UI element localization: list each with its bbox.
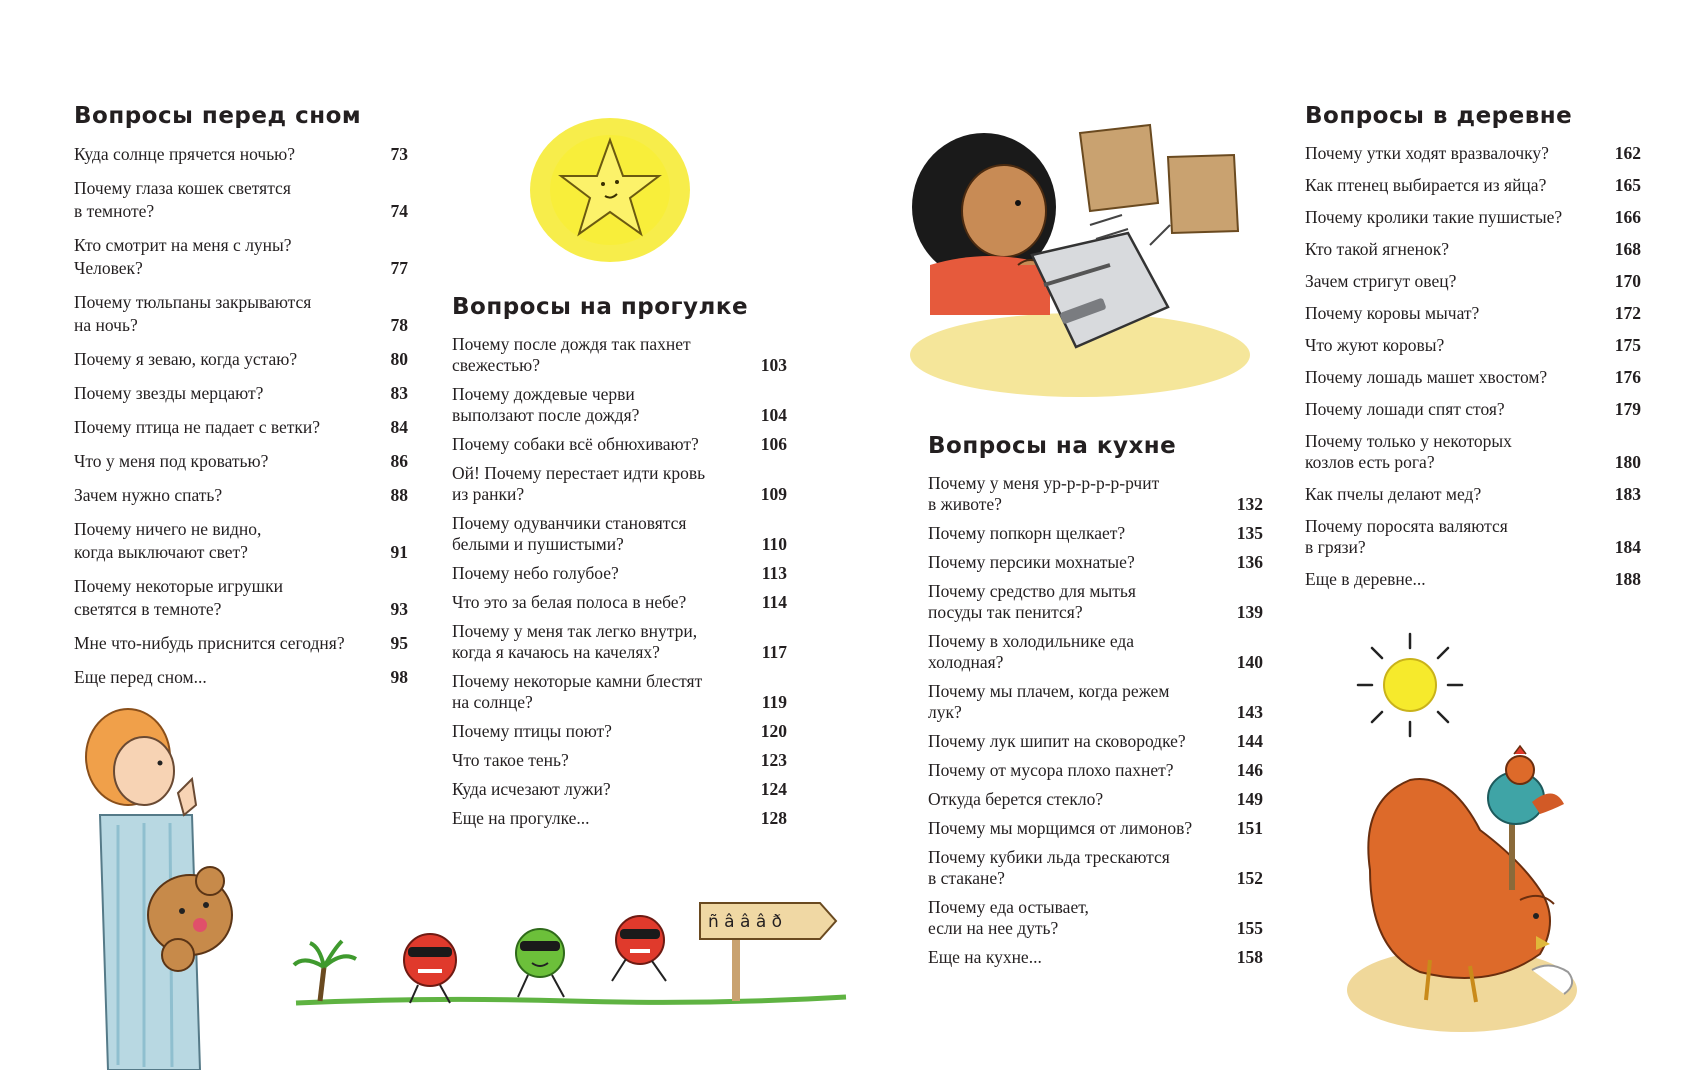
toc-entry[interactable]: [1305, 569, 1641, 590]
toc-entry[interactable]: [1305, 484, 1641, 505]
toc-section-before-sleep: [74, 101, 408, 700]
toc-entry[interactable]: [1305, 335, 1641, 356]
toc-entry[interactable]: [452, 592, 787, 613]
toc-entry-question: Почему некоторые игрушки светятся в темноте?: [74, 576, 283, 619]
toc-entry-question: Почему попкорн щелкает?: [928, 523, 1126, 543]
toc-entry-question: Почему лошади спят стоя?: [1305, 399, 1505, 419]
toc-entry-question: Еще в деревне...: [1305, 569, 1426, 589]
toc-entry-question: Почему я зеваю, когда устаю?: [74, 349, 298, 369]
toc-list-walk: [452, 334, 787, 829]
toc-entry[interactable]: [452, 621, 787, 663]
toc-entry-page-number: 114: [761, 592, 787, 612]
toc-entry-question: Почему от мусора плохо пахнет?: [928, 760, 1174, 780]
toc-entry-question: Кто смотрит на меня с луны? Человек?: [74, 235, 292, 278]
toc-entry-question: Почему птицы поют?: [452, 721, 612, 741]
toc-entry-question: Почему звезды мерцают?: [74, 383, 264, 403]
toc-entry[interactable]: [928, 847, 1263, 889]
toc-entry[interactable]: [452, 434, 787, 455]
toc-entry-page-number: 74: [390, 201, 408, 221]
toc-entry-question: Почему утки ходят вразвалочку?: [1305, 143, 1549, 163]
toc-entry-page-number: 128: [760, 808, 787, 828]
toc-entry[interactable]: [74, 291, 408, 337]
toc-entry-page-number: 172: [1614, 303, 1641, 323]
toc-entry-question: Почему еда остывает, если на нее дуть?: [928, 897, 1089, 938]
toc-entry[interactable]: [452, 384, 787, 426]
toc-entry[interactable]: [928, 681, 1263, 723]
toc-entry-question: Почему в холодильнике еда холодная?: [928, 631, 1135, 672]
toc-entry-question: Почему глаза кошек светятся в темноте?: [74, 178, 291, 221]
toc-entry-page-number: 166: [1614, 207, 1641, 227]
toc-entry[interactable]: [1305, 367, 1641, 388]
toc-entry[interactable]: [1305, 399, 1641, 420]
toc-entry[interactable]: [928, 789, 1263, 810]
toc-entry[interactable]: [1305, 271, 1641, 292]
toc-entry-question: Почему кролики такие пушистые?: [1305, 207, 1563, 227]
toc-entry-question: Еще перед сном...: [74, 667, 207, 687]
toc-entry-page-number: 98: [390, 667, 408, 687]
toc-entry-page-number: 93: [390, 599, 408, 619]
toc-entry-page-number: 78: [390, 315, 408, 335]
toc-entry-page-number: 106: [760, 434, 787, 454]
toc-entry-question: Почему кубики льда трескаются в стакане?: [928, 847, 1170, 888]
toc-entry-page-number: 104: [760, 405, 787, 425]
boy-with-teddy-illustration: [60, 705, 260, 1070]
toc-entry-page-number: 123: [760, 750, 787, 770]
toc-entry-page-number: 83: [390, 383, 408, 403]
toc-entry-page-number: 162: [1614, 143, 1641, 163]
toc-entry-question: Куда исчезают лужи?: [452, 779, 611, 799]
toc-entry-page-number: 119: [761, 692, 787, 712]
toc-entry-page-number: 139: [1236, 602, 1263, 622]
section-title-kitchen: Вопросы на кухне: [928, 433, 1177, 459]
toc-entry-question: Почему только у некоторых козлов есть рога?: [1305, 431, 1512, 472]
toc-entry-question: Почему мы плачем, когда режем лук?: [928, 681, 1170, 722]
toc-entry[interactable]: [74, 484, 408, 507]
toc-entry-page-number: 180: [1614, 452, 1641, 472]
toc-entry-page-number: 155: [1236, 918, 1263, 938]
toc-entry-page-number: 184: [1614, 537, 1641, 557]
toc-entry-question: Откуда берется стекло?: [928, 789, 1104, 809]
toc-entry[interactable]: [928, 760, 1263, 781]
toc-entry-page-number: 103: [760, 355, 787, 375]
toc-entry-page-number: 140: [1236, 652, 1263, 672]
hen-and-rooster-illustration: [1340, 740, 1590, 1040]
toc-entry-page-number: 136: [1236, 552, 1263, 572]
toc-entry-page-number: 168: [1614, 239, 1641, 259]
toc-entry[interactable]: [74, 416, 408, 439]
toc-entry-page-number: 84: [390, 417, 408, 437]
toc-entry[interactable]: [1305, 207, 1641, 228]
toc-entry[interactable]: [74, 518, 408, 564]
toc-entry-page-number: 80: [390, 349, 408, 369]
girl-with-toaster-illustration: [900, 115, 1250, 400]
toc-entry-question: Почему некоторые камни блестят на солнце?: [452, 671, 703, 712]
toc-entry-page-number: 170: [1614, 271, 1641, 291]
toc-entry-question: Почему дождевые черви выползают после дождя?: [452, 384, 640, 425]
toc-section-village: [1305, 101, 1641, 601]
signpost-text: ñ â â â ð: [708, 912, 783, 932]
toc-entry[interactable]: [74, 450, 408, 473]
toc-section-kitchen: [928, 431, 1263, 976]
toc-list-village: [1305, 143, 1641, 590]
toc-entry-page-number: 165: [1614, 175, 1641, 195]
section-title-before-sleep: Вопросы перед сном: [74, 103, 362, 129]
section-title-walk: Вопросы на прогулке: [452, 294, 749, 320]
toc-entry-page-number: 135: [1236, 523, 1263, 543]
toc-entry-question: Почему одуванчики становятся белыми и пушистыми?: [452, 513, 687, 554]
toc-entry[interactable]: [928, 731, 1263, 752]
small-sun-illustration: [1350, 630, 1470, 740]
toc-entry[interactable]: [74, 177, 408, 223]
toc-entry-question: Куда солнце прячется ночью?: [74, 144, 296, 164]
section-title-village: Вопросы в деревне: [1305, 103, 1573, 129]
toc-entry[interactable]: [74, 234, 408, 280]
toc-entry-question: Кто такой ягненок?: [1305, 239, 1450, 259]
toc-entry-question: Еще на прогулке...: [452, 808, 590, 828]
toc-entry-question: Почему у меня так легко внутри, когда я качаюсь на качелях?: [452, 621, 698, 662]
toc-entry-page-number: 152: [1236, 868, 1263, 888]
toc-entry[interactable]: [1305, 239, 1641, 260]
toc-entry-page-number: 91: [390, 542, 408, 562]
toc-entry-question: Почему птица не падает с ветки?: [74, 417, 321, 437]
toc-entry-page-number: 110: [761, 534, 787, 554]
toc-entry[interactable]: [452, 463, 787, 505]
toc-entry[interactable]: [452, 334, 787, 376]
toc-entry-page-number: 143: [1236, 702, 1263, 722]
toc-entry[interactable]: [1305, 175, 1641, 196]
toc-entry[interactable]: [452, 721, 787, 742]
toc-entry-question: Почему у меня ур-р-р-р-р-рчит в животе?: [928, 473, 1160, 514]
toc-entry-question: Что это за белая полоса в небе?: [452, 592, 687, 612]
toc-entry-question: Почему средство для мытья посуды так пенится?: [928, 581, 1136, 622]
toc-entry[interactable]: [74, 575, 408, 621]
toc-entry[interactable]: [74, 382, 408, 405]
toc-entry[interactable]: [1305, 303, 1641, 324]
toc-entry-question: Почему лук шипит на сковородке?: [928, 731, 1186, 751]
toc-entry-page-number: 176: [1614, 367, 1641, 387]
walking-tomatoes-illustration: [290, 885, 850, 1010]
toc-entry-question: Зачем нужно спать?: [74, 485, 223, 505]
toc-entry-question: Почему коровы мычат?: [1305, 303, 1480, 323]
toc-entry[interactable]: [74, 348, 408, 371]
toc-entry[interactable]: [928, 552, 1263, 573]
toc-entry-question: Почему мы морщимся от лимонов?: [928, 818, 1193, 838]
toc-entry-question: Как птенец выбирается из яйца?: [1305, 175, 1547, 195]
toc-entry[interactable]: [452, 513, 787, 555]
toc-entry-page-number: 120: [760, 721, 787, 741]
toc-entry-question: Что такое тень?: [452, 750, 569, 770]
toc-entry-question: Почему персики мохнатые?: [928, 552, 1135, 572]
toc-entry-question: Почему лошадь машет хвостом?: [1305, 367, 1548, 387]
toc-entry[interactable]: [1305, 431, 1641, 473]
toc-entry-question: Что у меня под кроватью?: [74, 451, 269, 471]
toc-entry-page-number: 149: [1236, 789, 1263, 809]
toc-entry-question: Почему поросята валяются в грязи?: [1305, 516, 1508, 557]
star-sun-illustration: [525, 110, 695, 270]
toc-entry-question: Почему после дождя так пахнет свежестью?: [452, 334, 691, 375]
toc-entry-page-number: 86: [390, 451, 408, 471]
toc-entry-page-number: 179: [1614, 399, 1641, 419]
toc-entry[interactable]: [452, 808, 787, 829]
toc-entry[interactable]: [928, 581, 1263, 623]
toc-entry[interactable]: [928, 631, 1263, 673]
toc-entry[interactable]: [928, 473, 1263, 515]
toc-entry-page-number: 113: [761, 563, 787, 583]
toc-entry-question: Почему небо голубое?: [452, 563, 619, 583]
toc-entry[interactable]: [452, 671, 787, 713]
toc-entry[interactable]: [928, 523, 1263, 544]
toc-entry-question: Еще на кухне...: [928, 947, 1042, 967]
toc-entry-page-number: 77: [390, 258, 408, 278]
toc-entry[interactable]: [928, 818, 1263, 839]
toc-entry[interactable]: [452, 779, 787, 800]
toc-entry-page-number: 175: [1614, 335, 1641, 355]
toc-entry-page-number: 117: [761, 642, 787, 662]
toc-entry[interactable]: [74, 143, 408, 166]
toc-entry[interactable]: [928, 947, 1263, 968]
toc-entry-page-number: 151: [1236, 818, 1263, 838]
toc-list-kitchen: [928, 473, 1263, 968]
toc-entry[interactable]: [74, 666, 408, 689]
toc-entry-page-number: 183: [1614, 484, 1641, 504]
toc-entry-question: Почему собаки всё обнюхивают?: [452, 434, 699, 454]
toc-entry-page-number: 73: [390, 144, 408, 164]
toc-list-before-sleep: [74, 143, 408, 689]
toc-entry-question: Почему ничего не видно, когда выключают свет?: [74, 519, 262, 562]
toc-entry-question: Что жуют коровы?: [1305, 335, 1445, 355]
toc-entry[interactable]: [452, 563, 787, 584]
toc-entry[interactable]: [928, 897, 1263, 939]
toc-entry[interactable]: [74, 632, 408, 655]
toc-entry-question: Почему тюльпаны закрываются на ночь?: [74, 292, 312, 335]
toc-entry-page-number: 144: [1236, 731, 1263, 751]
toc-entry[interactable]: [452, 750, 787, 771]
toc-entry-page-number: 88: [390, 485, 408, 505]
toc-entry-page-number: 109: [760, 484, 787, 504]
toc-entry[interactable]: [1305, 516, 1641, 558]
toc-entry-question: Мне что-нибудь приснится сегодня?: [74, 633, 345, 653]
toc-entry-question: Ой! Почему перестает идти кровь из ранки?: [452, 463, 706, 504]
toc-entry-page-number: 124: [760, 779, 787, 799]
toc-entry-page-number: 188: [1614, 569, 1641, 589]
toc-section-walk: [452, 292, 787, 837]
toc-entry-question: Как пчелы делают мед?: [1305, 484, 1482, 504]
toc-entry[interactable]: [1305, 143, 1641, 164]
toc-entry-page-number: 95: [390, 633, 408, 653]
toc-entry-page-number: 132: [1236, 494, 1263, 514]
toc-entry-page-number: 158: [1236, 947, 1263, 967]
toc-entry-page-number: 146: [1236, 760, 1263, 780]
toc-entry-question: Зачем стригут овец?: [1305, 271, 1457, 291]
